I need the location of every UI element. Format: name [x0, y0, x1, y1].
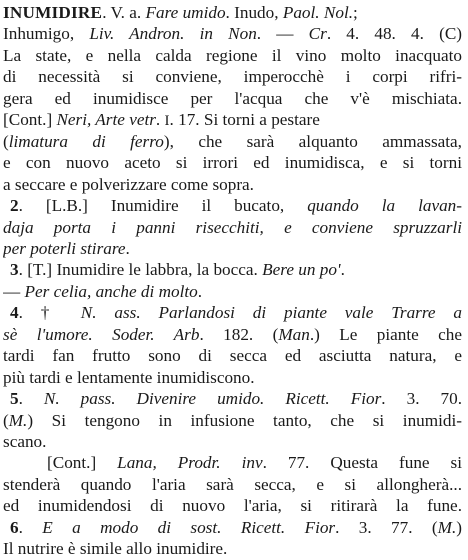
- text-line: [10, 517, 462, 538]
- text-segment: . —: [256, 24, 309, 44]
- text-line: [3, 23, 462, 44]
- text-segment: . †: [18, 303, 81, 323]
- text-segment: .: [18, 517, 43, 537]
- text-segment: I: [164, 113, 170, 130]
- text-segment: di necessità si conviene, imperocchè i corpi rifri-: [3, 67, 462, 87]
- text-segment: . [L.B.] Inumidire il bucato,: [18, 196, 308, 216]
- sense-number: 3: [10, 260, 19, 280]
- text-line: [3, 66, 462, 87]
- text-line: [3, 152, 462, 173]
- sense-number: 2: [10, 196, 19, 216]
- text-line: [10, 302, 462, 323]
- text-segment: —: [3, 281, 25, 301]
- text-segment: per poterli stirare: [3, 238, 126, 258]
- text-segment: Fare umido: [145, 3, 226, 22]
- text-line: [3, 238, 462, 259]
- text-segment: . 3. 77. (: [335, 517, 438, 537]
- text-segment: . 4. 48. 4. (C): [326, 24, 462, 44]
- text-segment: scano.: [3, 432, 47, 451]
- text-segment: Man: [278, 324, 310, 344]
- text-segment: (: [3, 410, 9, 430]
- text-segment: . V. a.: [102, 3, 146, 22]
- text-line: [3, 410, 462, 431]
- text-line: [3, 217, 462, 238]
- text-segment: stenderà quando l'aria sarà secca, e si allongherà...: [3, 474, 462, 494]
- text-segment: . 182. (: [199, 324, 279, 344]
- text-segment: [Cont.]: [3, 110, 57, 130]
- text-segment: .) Le piante che: [309, 324, 462, 344]
- text-segment: .: [18, 389, 44, 409]
- text-line: [3, 324, 462, 345]
- text-segment: gera ed inumidisce per l'acqua che v'è mischiata.: [3, 88, 462, 108]
- text-segment: .: [197, 281, 203, 301]
- text-segment: ), che sarà alquanto ammassata,: [163, 131, 462, 151]
- text-segment: tardi fan frutto sono di secca ed asciutta natura, e: [3, 346, 462, 366]
- text-segment: Cr: [308, 24, 327, 44]
- text-line: [3, 431, 462, 452]
- text-line: [3, 474, 462, 495]
- text-segment: . [T.] Inumidire le labbra, la bocca.: [18, 260, 263, 280]
- text-line: [3, 88, 462, 109]
- text-line: [3, 109, 462, 132]
- headword: INUMIDIRE: [3, 3, 103, 22]
- text-segment: E a modo di sost. Ricett. Fior: [42, 517, 336, 537]
- text-segment: ) Si tengono in infusione tanto, che si inumidi-: [27, 410, 462, 430]
- text-segment: e con nuovo aceto si irrori ed inumidisca, e si torni: [3, 153, 462, 173]
- text-line: [3, 281, 462, 302]
- text-segment: M.: [437, 517, 457, 537]
- text-segment: .: [125, 238, 130, 258]
- text-segment: (: [3, 131, 9, 151]
- text-segment: Neri, Arte vetr: [56, 110, 156, 130]
- text-segment: . Inudo,: [225, 3, 283, 22]
- text-segment: .: [340, 260, 345, 280]
- text-segment: Paol. Nol.: [282, 3, 354, 22]
- text-segment: limatura di ferro: [8, 131, 164, 151]
- text-segment: sè l'umore. Soder. Arb: [3, 324, 200, 344]
- text-line: [47, 452, 462, 473]
- text-segment: La state, e nella calda regione il vino molto inacquato: [3, 45, 462, 65]
- text-segment: [Cont.]: [47, 453, 118, 473]
- text-line: [3, 131, 462, 152]
- text-segment: .: [155, 110, 165, 130]
- text-segment: Lana, Prodr. inv: [117, 453, 263, 473]
- sense-number: 4: [10, 303, 19, 323]
- text-segment: . 77. Questa fune si: [262, 453, 462, 473]
- text-segment: Inhumigo,: [3, 24, 90, 44]
- text-line: [3, 367, 462, 388]
- text-segment: Il nutrire è simile allo inumidire.: [3, 539, 228, 559]
- text-segment: Bere un po': [262, 260, 341, 280]
- text-line: [3, 345, 462, 366]
- text-segment: a seccare e polverizzare come sopra.: [3, 174, 254, 194]
- text-line: [3, 2, 462, 23]
- text-line: [3, 174, 462, 195]
- sense-number: 6: [10, 517, 19, 537]
- text-segment: N. pass. Divenire umido. Ricett. Fior: [43, 389, 382, 409]
- text-line: [10, 195, 462, 216]
- text-segment: ;: [353, 3, 358, 22]
- text-line: [3, 495, 462, 516]
- sense-number: 5: [10, 389, 19, 409]
- text-segment: ed inumidendosi di nuovo l'aria, si ritirarà la fune.: [3, 496, 462, 516]
- text-line: [10, 388, 462, 409]
- text-segment: . 3. 70.: [381, 389, 462, 409]
- text-line: [3, 538, 462, 559]
- text-segment: quando la lavan-: [307, 196, 462, 216]
- text-segment: Liv. Andron. in Non: [89, 24, 257, 44]
- text-segment: N. ass. Parlandosi di piante vale Trarre a: [80, 303, 462, 323]
- text-segment: Per celia, anche di molto: [24, 281, 198, 301]
- text-segment: daja porta i panni risecchiti, e conviene spruzzarli: [3, 217, 462, 237]
- text-line: [3, 45, 462, 66]
- text-segment: M.: [8, 410, 28, 430]
- text-segment: ): [456, 517, 462, 537]
- text-line: [10, 259, 462, 280]
- text-segment: . 17. Si torni a pestare: [169, 110, 320, 130]
- text-segment: più tardi e lentamente inumidiscono.: [3, 367, 255, 387]
